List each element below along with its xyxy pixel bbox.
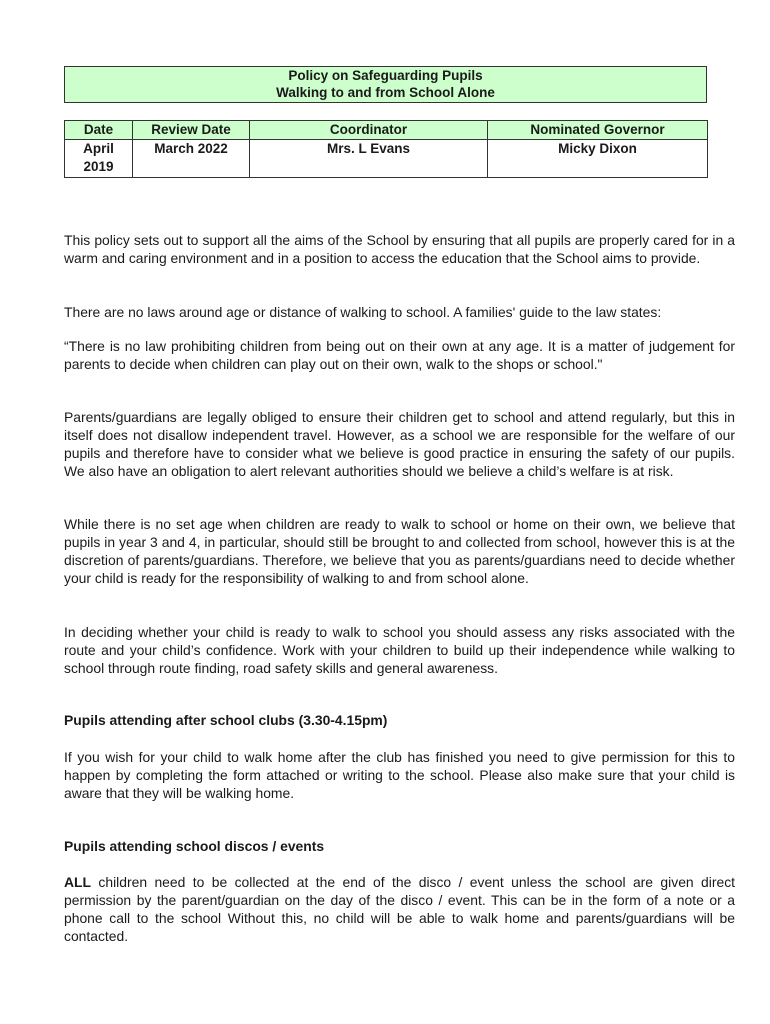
policy-title-box xyxy=(64,66,707,103)
paragraph-quote: “There is no law prohibiting children from being out on their own at any age. It is a matter of judgement for parents to decide when children can play out on their own, walk to the shops or school." xyxy=(64,338,735,372)
value-review-date: March 2022 xyxy=(133,140,250,178)
heading-after-school-clubs: Pupils attending after school clubs (3.30-4.15pm) xyxy=(64,712,388,728)
paragraph-laws: There are no laws around age or distance of walking to school. A families' guide to the law states: xyxy=(64,304,662,320)
paragraph-discos-events xyxy=(64,873,735,945)
heading-discos-events: Pupils attending school discos / events xyxy=(64,838,325,854)
policy-title: Policy on Safeguarding Pupils xyxy=(288,68,483,83)
table-header-row xyxy=(65,121,708,140)
discos-text: children need to be collected at the end of the disco / event unless the school are given direct permission by the parent/guardian on the day of the disco / event. This can be in the form of a note or a phone call to the school Without this, no child will be able to walk home and parents/guardians will be contacted. xyxy=(64,874,735,944)
paragraph-purpose: This policy sets out to support all the aims of the School by ensuring that all pupils are properly cared for in a warm and caring environment and in a position to access the education that the School aims to provide. xyxy=(64,232,735,266)
policy-info-table xyxy=(64,120,708,178)
header-nominated-governor: Nominated Governor xyxy=(488,121,708,140)
value-nominated-governor: Micky Dixon xyxy=(488,140,708,178)
paragraph-after-school-clubs: If you wish for your child to walk home after the club has finished you need to give permission for this to happen by completing the form attached or writing to the school. Please also make sure that your child is aware that they will be walking home. xyxy=(64,749,735,801)
paragraph-risk-assessment: In deciding whether your child is ready to walk to school you should assess any risks associated with the route and your child’s confidence. Work with your children to build up their independence while walking to school through route finding, road safety skills and general awareness. xyxy=(64,624,735,676)
policy-subtitle: Walking to and from School Alone xyxy=(276,85,495,100)
emphasis-all: ALL xyxy=(64,874,92,890)
header-coordinator: Coordinator xyxy=(250,121,488,140)
paragraph-age-guidance: While there is no set age when children are ready to walk to school or home on their own, we believe that pupils in year 3 and 4, in particular, should still be brought to and collected from school, however this is at the discretion of parents/guardians. Therefore, we believe that you as parents/guardians need to decide whether your child is ready for the responsibility of walking to and from school alone. xyxy=(64,516,735,586)
paragraph-parents-obligation: Parents/guardians are legally obliged to ensure their children get to school and attend regularly, but this in itself does not disallow independent travel. However, as a school we are responsible for the welfare of our pupils and therefore have to consider what we believe is good practice in ensuring the safety of our pupils. We also have an obligation to alert relevant authorities should we believe a child’s welfare is at risk. xyxy=(64,409,735,479)
header-review-date: Review Date xyxy=(133,121,250,140)
table-row xyxy=(65,140,708,178)
value-coordinator: Mrs. L Evans xyxy=(250,140,488,178)
value-date: April 2019 xyxy=(65,140,133,178)
header-date: Date xyxy=(65,121,133,140)
